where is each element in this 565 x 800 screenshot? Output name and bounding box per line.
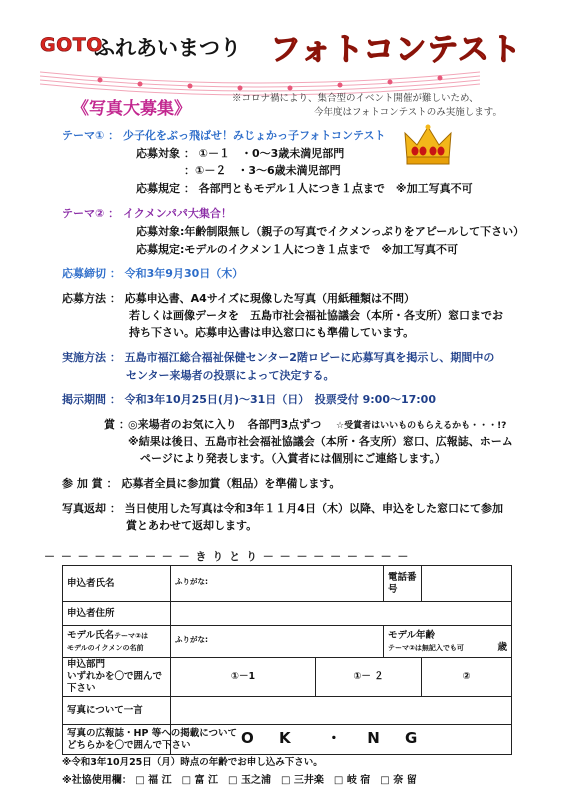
theme1-target2: ：①－２ ・3～6歳未満児部門 [184, 164, 341, 177]
phone-label: 電話番号 [384, 566, 422, 602]
recruit-heading: 《写真大募集》 [72, 99, 191, 119]
theme2-target: 応募対象:年齢制限無し（親子の写真でイクメンっぷりをアピールして下さい） [136, 225, 525, 238]
comment-field[interactable] [171, 697, 512, 725]
method-line1: 応募方法 ： 応募申込書、A4サイズに現像した写真（用紙種類は不問） [62, 292, 415, 305]
prize-line3: ページにより発表します。（入賞者には個別にご連絡します。） [140, 452, 447, 465]
return-line2: 賞とあわせて返却します。 [126, 519, 258, 532]
address-field[interactable] [171, 602, 512, 626]
prize-label: 賞 ： [104, 418, 130, 431]
model-name-field[interactable] [171, 626, 384, 658]
office-checkboxes[interactable]: □ 福 江 □ 富 江 □ 玉之浦 □ 三井楽 □ 岐 宿 □ 奈 留 [135, 775, 417, 786]
deadline: 応募締切 ： 令和3年9月30日（木） [62, 267, 244, 280]
category-option-2[interactable]: ② [422, 658, 512, 697]
category-label [63, 658, 171, 697]
application-form [62, 565, 512, 755]
implementation-line2: センター来場者の投票によって決定する。 [126, 369, 335, 382]
model-name-label [63, 626, 171, 658]
prize-line2: ※結果は後日、五島市社会福祉協議会（本所・各支所）窓口、広報誌、ホーム [128, 435, 513, 448]
address-label: 申込者住所 [63, 602, 171, 626]
return-line1: 写真返却 ： 当日使用した写真は令和3年１１月4日（木）以降、申込をした窓口にて参加 [62, 502, 503, 515]
model-name-text: モデル氏名 [67, 629, 115, 641]
model-furigana-label: ふりがな: [175, 634, 208, 644]
theme1-title: テーマ① ： 少子化をぶっ飛ばせ！みじょかっ子フォトコンテスト [62, 129, 386, 142]
model-age-cell[interactable] [384, 626, 512, 658]
age-unit: 歳 [497, 641, 507, 653]
publish-label [63, 725, 238, 755]
theme2-title: テーマ② ： イクメンパパ大集合！ [62, 207, 232, 220]
prize-line1: ◎来場者のお気に入り 各部門3点ずつ [128, 418, 322, 431]
covid-note [232, 92, 502, 120]
model-age-note: テーマ②は無記入でも可 [388, 643, 464, 652]
crown-icon [403, 123, 453, 167]
applicant-name-field[interactable] [171, 566, 384, 602]
prize-note: ☆受賞者はいいものもらえるかも・・・!? [336, 421, 507, 431]
model-name-note1: テーマ②は [114, 631, 148, 640]
participation-prize: 参 加 賞 ： 応募者全員に参加賞（粗品）を準備します。 [62, 477, 341, 490]
model-name-note2: モデルのイクメンの名前 [67, 643, 144, 652]
furigana-label: ふりがな: [175, 576, 208, 586]
publish-line1: 写真の広報誌・HP 等への掲載について [67, 727, 238, 739]
cut-line: － － － － － － － － － き り と り － － － － － － － － － [44, 550, 410, 563]
title-main: ふれあいまつり [94, 36, 241, 60]
note-line-2: 今年度はフォトコンテストのみ実施します。 [314, 107, 503, 118]
applicant-name-label: 申込者氏名 [63, 566, 171, 602]
office-use [62, 771, 417, 786]
publish-ok-option[interactable]: O K [241, 729, 301, 747]
model-age-label: モデル年齢 [388, 629, 436, 641]
theme1-target1: 応募対象 ： ①－１ ・0～3歳未満児部門 [136, 147, 345, 160]
comment-label: 写真について一言 [63, 697, 171, 725]
age-note: ※令和3年10月25日（月）時点の年齢でお申し込み下さい。 [62, 757, 323, 768]
display-period: 掲示期間 ： 令和3年10月25日(月)～31日（日） 投票受付 9:00～17:00 [62, 393, 436, 406]
note-line-1: ※コロナ禍により、集合型のイベント開催が難しいため、 [232, 93, 479, 104]
method-line3: 持ち下さい。応募申込書は申込窓口にも準備しています。 [129, 326, 415, 339]
office-use-label: ※社協使用欄： [62, 775, 132, 786]
category-line2: いずれかを〇で囲んで下さい [67, 671, 163, 694]
publish-ng-option[interactable]: N G [367, 729, 428, 747]
category-line1: 申込部門 [67, 659, 106, 670]
publish-line2: どちらかを〇で囲んで下さい [67, 739, 191, 751]
theme1-rule: 応募規定 ： 各部門ともモデル１人につき１点まで ※加工写真不可 [136, 182, 473, 195]
theme2-rule: 応募規定:モデルのイクメン１人につき１点まで ※加工写真不可 [136, 243, 458, 256]
category-option-1-2[interactable]: ①－ ２ [316, 658, 422, 697]
phone-field[interactable] [422, 566, 512, 602]
publish-separator: ・ [326, 729, 342, 747]
method-line2: 若しくは画像データを 五島市社会福祉協議会（本所・各支所）窓口までお [129, 309, 503, 322]
category-option-1-1[interactable]: ①－1 [171, 658, 316, 697]
implementation-line1: 実施方法 ： 五島市福江総合福祉保健センター2階ロビーに応募写真を掲示し、期間中の [62, 351, 495, 364]
title-goto: GOTO [40, 34, 103, 56]
title-contest: フォトコンテスト [270, 32, 522, 68]
